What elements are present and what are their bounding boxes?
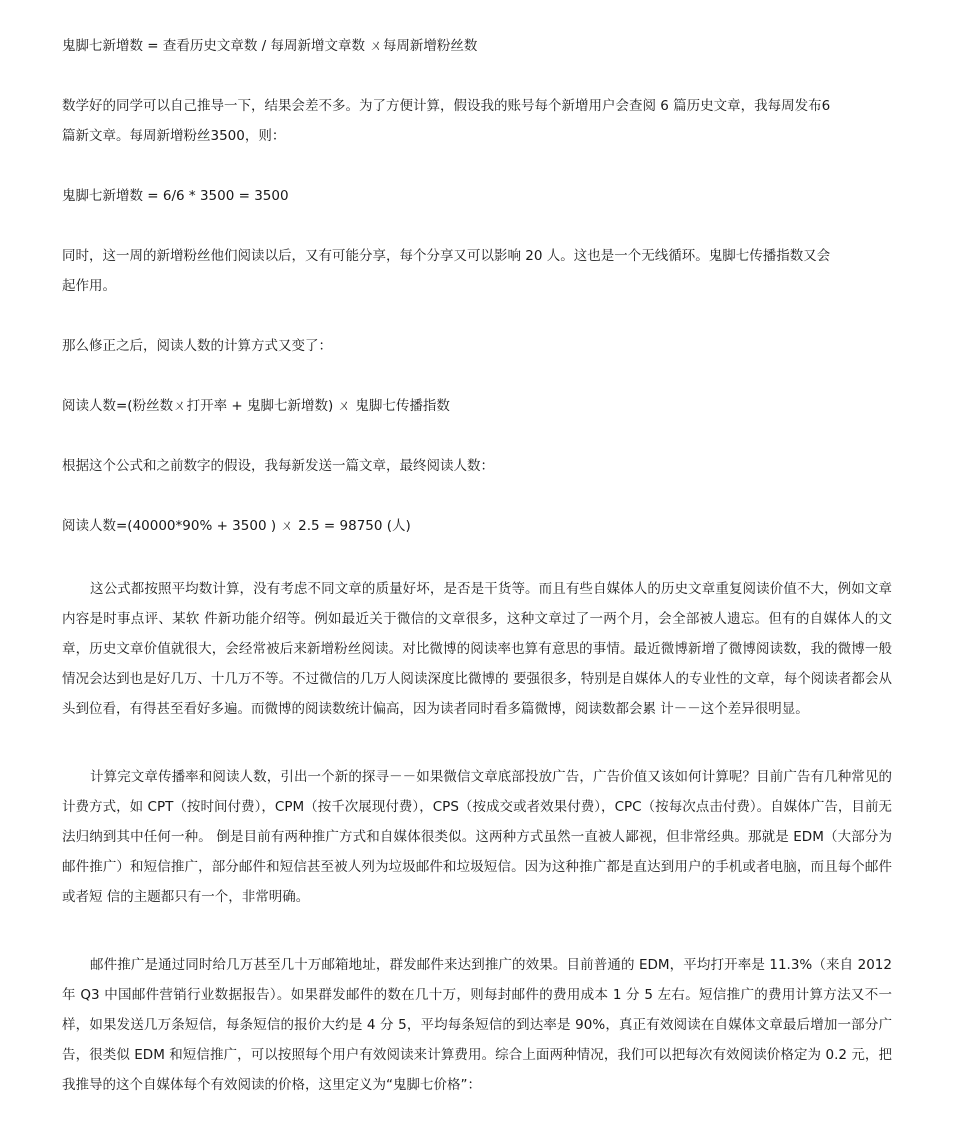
formula-line: 阅读人数=(40000*90% + 3500 ) ㄨ 2.5 = 98750 (人) [62, 518, 411, 534]
text-line: 同时，这一周的新增粉丝他们阅读以后，又有可能分享，每个分享又可以影响 20 人。这也是一个无线循环。鬼脚七传播指数又会 [62, 248, 831, 264]
text-line: 篇新文章。每周新增粉丝3500，则： [62, 128, 286, 144]
formula-new-readers: 鬼脚七新增数 = 查看历史文章数 / 每周新增文章数 ㄨ每周新增粉丝数 [62, 38, 478, 54]
paragraph: 计算完文章传播率和阅读人数，引出一个新的探寻－－如果微信文章底部投放广告，广告价值又该如何计算呢？目前广告有几种常见的计费方式，如 CPT（按时间付费），CPM（按千次展现付费），CPS（按成交或者效果付费），CPC（按每次点击付费）。自媒体广告，目前无法归纳到其中任何一种。 倒是目前有两种推广方式和自媒体很类似。这两种方式虽然一直被人鄙视，但非常经典。那就是 EDM（大部分为邮件推广）和短信推广，部分邮件和短信甚至被人列为垃圾邮件和垃圾短信。因为这种推广都是直达到用户的手机或者电脑，而且每个邮件或者短 信的主题都只有一个，非常明确。 [62, 769, 892, 905]
paragraph: 这公式都按照平均数计算，没有考虑不同文章的质量好坏，是否是干货等。而且有些自媒体人的历史文章重复阅读价值不大，例如文章内容是时事点评、某软 件新功能介绍等。例如最近关于微信的文章很多，这种文章过了一两个月，会全部被人遗忘。但有的自媒体人的文章，历史文章价值就很大，会经常被后来新增粉丝阅读。对比微博的阅读率也算有意思的事情。最近微博新增了微博阅读数，我的微博一般情况会达到也是好几万、十几万不等。不过微信的几万人阅读深度比微博的 要强很多，特别是自媒体人的专业性的文章，每个阅读者都会从头到位看，有得甚至看好多遍。而微博的阅读数统计偏高，因为读者同时看多篇微博，阅读数都会累 计－－这个差异很明显。 [62, 581, 892, 717]
text-line: 根据这个公式和之前数字的假设，我每新发送一篇文章，最终阅读人数： [62, 458, 494, 474]
text-line: 数学好的同学可以自己推导一下，结果会差不多。为了方便计算，假设我的账号每个新增用户会查阅 6 篇历史文章，我每周发布6 [62, 98, 831, 114]
document-body [62, 36, 892, 1100]
formula-line: 鬼脚七新增数 = 6/6 * 3500 = 3500 [62, 188, 289, 204]
formula-line: 阅读人数=(粉丝数ㄨ打开率 + 鬼脚七新增数) ㄨ 鬼脚七传播指数 [62, 398, 450, 414]
text-line: 那么修正之后，阅读人数的计算方式又变了： [62, 338, 332, 354]
paragraph: 邮件推广是通过同时给几万甚至几十万邮箱地址，群发邮件来达到推广的效果。目前普通的 EDM，平均打开率是 11.3%（来自 2012 年 Q3 中国邮件营销行业数据报告）。如果群发邮件的数在几十万，则每封邮件的费用成本 1 分 5 左右。短信推广的费用计算方法又不一样，如果发送几万条短信，每条短信的报价大约是 4 分 5，平均每条短信的到达率是 90%，真正有效阅读在自媒体文章最后增加一部分广告，很类似 EDM 和短信推广，可以按照每个用户有效阅读来计算费用。综合上面两种情况，我们可以把每次有效阅读价格定为 0.2 元，把我推导的这个自媒体每个有效阅读的价格，这里定义为“鬼脚七价格”： [62, 957, 892, 1093]
text-line: 起作用。 [62, 278, 116, 294]
